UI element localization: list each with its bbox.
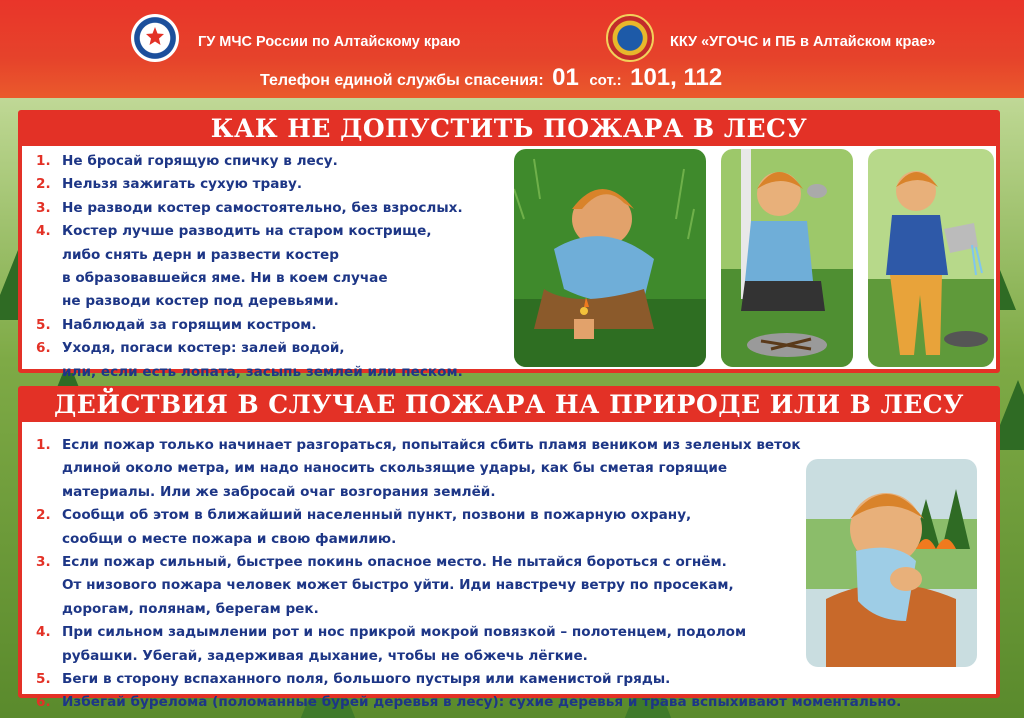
item-number: 2.: [36, 507, 51, 524]
header-banner: [0, 0, 1024, 98]
item-text-line: сообщи о месте пожара и свою фамилию.: [62, 530, 397, 547]
list-item: [32, 434, 822, 504]
item-text-line: Не разводи костер самостоятельно, без взрослых.: [62, 199, 463, 216]
prevent-fire-panel: [18, 110, 1000, 380]
item-text-line: Наблюдай за горящим костром.: [62, 316, 317, 333]
item-text-line: Беги в сторону вспаханного поля, большого пустыря или каменистой гряды.: [62, 671, 671, 688]
item-text-line: Если пожар сильный, быстрее покинь опасное место. Не пытайся бороться с огнём.: [62, 554, 727, 571]
prevent-fire-list: [32, 150, 532, 384]
item-text-line: рубашки. Убегай, задерживая дыхание, чтобы не обжечь лёгкие.: [62, 647, 588, 664]
list-item: [32, 314, 532, 337]
item-text-line: От низового пожара человек может быстро уйти. Иди навстречу ветру по просекам,: [62, 577, 734, 594]
item-number: 3.: [36, 199, 51, 216]
mchs-emblem-icon: [131, 14, 179, 62]
list-item: [32, 691, 982, 714]
boy-pouring-water-illustration: [868, 149, 994, 367]
item-text-line: Не бросай горящую спичку в лесу.: [62, 153, 338, 169]
phone-main-number: 01: [552, 64, 579, 91]
item-number: 4.: [36, 624, 51, 641]
item-number: 4.: [36, 223, 51, 240]
phone-label: Телефон единой службы спасения:: [260, 72, 544, 89]
phone-mobile-number: 101, 112: [630, 64, 723, 91]
item-number: 3.: [36, 554, 51, 571]
item-text-line: Нельзя зажигать сухую траву.: [62, 176, 303, 193]
item-text-line: дорогам, полянам, берегам рек.: [62, 600, 319, 617]
list-item: [32, 337, 532, 384]
item-text-line: в образовавшейся яме. Ни в коем случае: [62, 270, 388, 287]
item-text-line: Сообщи об этом в ближайший населенный пункт, позвони в пожарную охрану,: [62, 507, 692, 524]
list-item: [32, 220, 532, 314]
item-text-line: длиной около метра, им надо наносить скользящие удары, как бы сметая горящие: [62, 460, 728, 477]
list-item: [32, 197, 532, 220]
boy-with-stone-illustration: [721, 149, 853, 367]
list-item: [32, 173, 532, 196]
org-name-left: ГУ МЧС России по Алтайскому краю: [198, 34, 461, 50]
item-text-line: Костер лучше разводить на старом кострище,: [62, 223, 432, 240]
item-number: 2.: [36, 176, 51, 193]
phone-mobile-label: сот.:: [589, 72, 622, 89]
org-name-right: ККУ «УГОЧС и ПБ в Алтайском крае»: [670, 34, 936, 50]
item-number: 1.: [36, 437, 51, 453]
item-text-line: Если пожар только начинает разгораться, попытайся сбить пламя веником из зеленых веток: [62, 437, 801, 453]
altai-coat-of-arms-icon: [606, 14, 654, 62]
phone-line: [260, 64, 728, 92]
list-item: [32, 551, 822, 621]
item-text-line: Избегай бурелома (поломанные бурей деревья в лесу): сухие деревья и трава вспыхивают моментально.: [62, 694, 902, 711]
actions-fire-panel: [18, 386, 1000, 711]
item-number: 6.: [36, 694, 51, 711]
boy-covering-face-illustration: [806, 459, 977, 667]
prevent-fire-title: КАК НЕ ДОПУСТИТЬ ПОЖАРА В ЛЕСУ: [22, 112, 996, 146]
item-text-line: либо снять дерн и развести костер: [62, 246, 340, 263]
boy-with-match-illustration: [514, 149, 706, 367]
list-item: [32, 621, 822, 668]
list-item: [32, 668, 822, 691]
list-item: [32, 504, 822, 551]
actions-fire-title: ДЕЙСТВИЯ В СЛУЧАЕ ПОЖАРА НА ПРИРОДЕ ИЛИ В ЛЕСУ: [22, 388, 996, 422]
item-text-line: материалы. Или же забросай очаг возгорания землёй.: [62, 483, 496, 500]
item-text-line: Уходя, погаси костер: залей водой,: [62, 340, 345, 357]
list-item: [32, 150, 532, 173]
item-number: 5.: [36, 671, 51, 688]
item-number: 6.: [36, 340, 51, 357]
item-text-line: или, если есть лопата, засыпь землей или песком.: [62, 363, 463, 380]
item-text-line: При сильном задымлении рот и нос прикрой мокрой повязкой – полотенцем, подолом: [62, 624, 747, 641]
item-number: 1.: [36, 153, 51, 169]
item-number: 5.: [36, 316, 51, 333]
item-text-line: не разводи костер под деревьями.: [62, 293, 339, 310]
